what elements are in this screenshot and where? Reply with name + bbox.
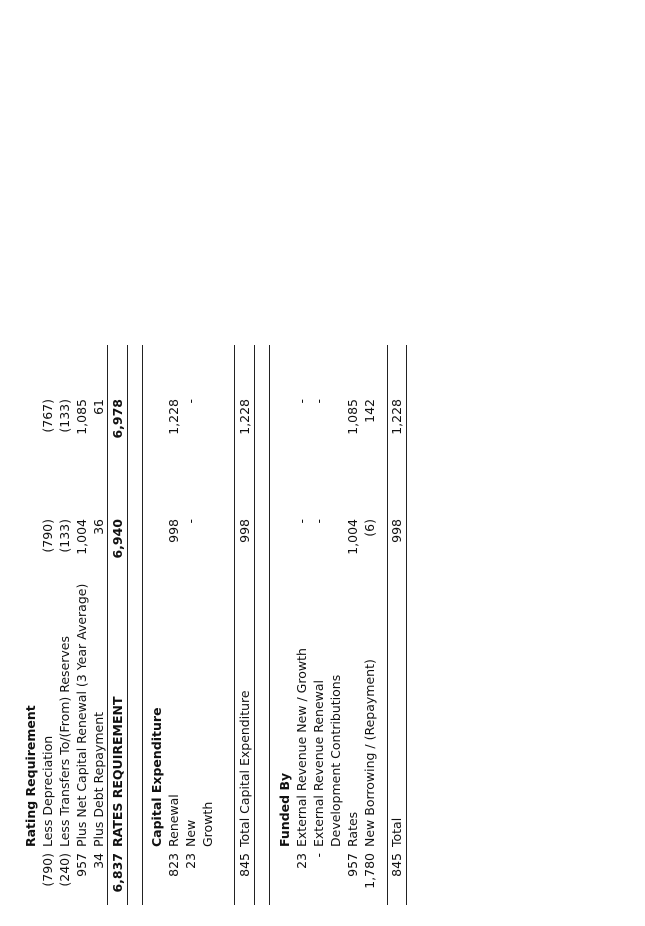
capex-heading: Capital Expenditure [149,707,164,847]
prior-value: 23 [294,853,309,869]
prior-value: 1,780 [362,853,377,889]
row-label: Rates [345,811,360,847]
row-label: Development Contributions [328,674,343,847]
row-label: External Revenue New / Growth [294,648,309,847]
forecast-value: - [183,399,198,404]
forecast-value: 1,085 [345,399,360,435]
forecast-value: 142 [362,399,377,423]
divider [234,345,235,905]
rates-requirement-row [109,345,126,905]
table-row [344,345,361,905]
prior-value: - [311,853,326,858]
table-row [90,345,107,905]
forecast-value: - [311,399,326,404]
budget-value: - [294,519,309,524]
table-row [199,345,216,905]
prior-value: 823 [166,853,181,877]
budget-value: 36 [91,519,106,535]
rating-heading-row [22,345,39,905]
budget-value: 1,004 [74,519,89,555]
forecast-value: - [294,399,309,404]
row-label: Less Depreciation [40,735,55,847]
budget-value: (6) [362,519,377,537]
table-row [73,345,90,905]
budget-value: - [183,519,198,524]
budget-value: 998 [166,519,181,543]
table-row [361,345,378,905]
prior-value: 34 [91,853,106,869]
divider [127,345,128,905]
table-row [182,345,199,905]
prior-value: 23 [183,853,198,869]
row-label: Total Capital Expenditure [237,690,252,847]
row-label: Total [389,817,404,847]
row-label: External Revenue Renewal [311,679,326,847]
row-label: New Borrowing / (Repayment) [362,659,377,847]
forecast-value: 1,228 [237,399,252,435]
forecast-value: 1,228 [389,399,404,435]
funding-heading: Funded By [277,772,292,847]
divider [107,345,108,905]
table-row [293,345,310,905]
row-label: Plus Net Capital Renewal (3 Year Average) [74,583,89,847]
table-row [56,345,73,905]
forecast-value: (133) [57,399,72,433]
budget-value: 6,940 [110,519,125,559]
prior-value: 845 [237,853,252,877]
budget-value: 998 [389,519,404,543]
rating-heading: Rating Requirement [23,705,38,847]
forecast-value: 1,085 [74,399,89,435]
divider [142,345,143,905]
row-label: New [183,819,198,847]
row-label: Plus Debt Repayment [91,711,106,847]
row-label: Renewal [166,794,181,847]
row-label: Growth [200,801,215,847]
prior-value: 6,837 [110,853,125,893]
budget-value: - [311,519,326,524]
row-label: Less Transfers To/(From) Reserves [57,635,72,847]
rotated-financial-table [20,345,420,905]
prior-value: (790) [40,853,55,887]
budget-value: 1,004 [345,519,360,555]
prior-value: 845 [389,853,404,877]
table-row [165,345,182,905]
table-row [310,345,327,905]
forecast-value: 61 [91,399,106,415]
table-row [39,345,56,905]
forecast-value: 1,228 [166,399,181,435]
forecast-value: (767) [40,399,55,433]
capex-heading-row [148,345,165,905]
capex-total-row [236,345,253,905]
row-label: RATES REQUIREMENT [110,696,125,847]
budget-value: 998 [237,519,252,543]
table-row [327,345,344,905]
forecast-value: 6,978 [110,399,125,439]
prior-value: 957 [74,853,89,877]
budget-value: (790) [40,519,55,553]
prior-value: 957 [345,853,360,877]
funding-heading-row [276,345,293,905]
divider [254,345,255,905]
prior-value: (240) [57,853,72,887]
funding-total-row [388,345,405,905]
budget-value: (133) [57,519,72,553]
divider [269,345,270,905]
divider [406,345,407,905]
